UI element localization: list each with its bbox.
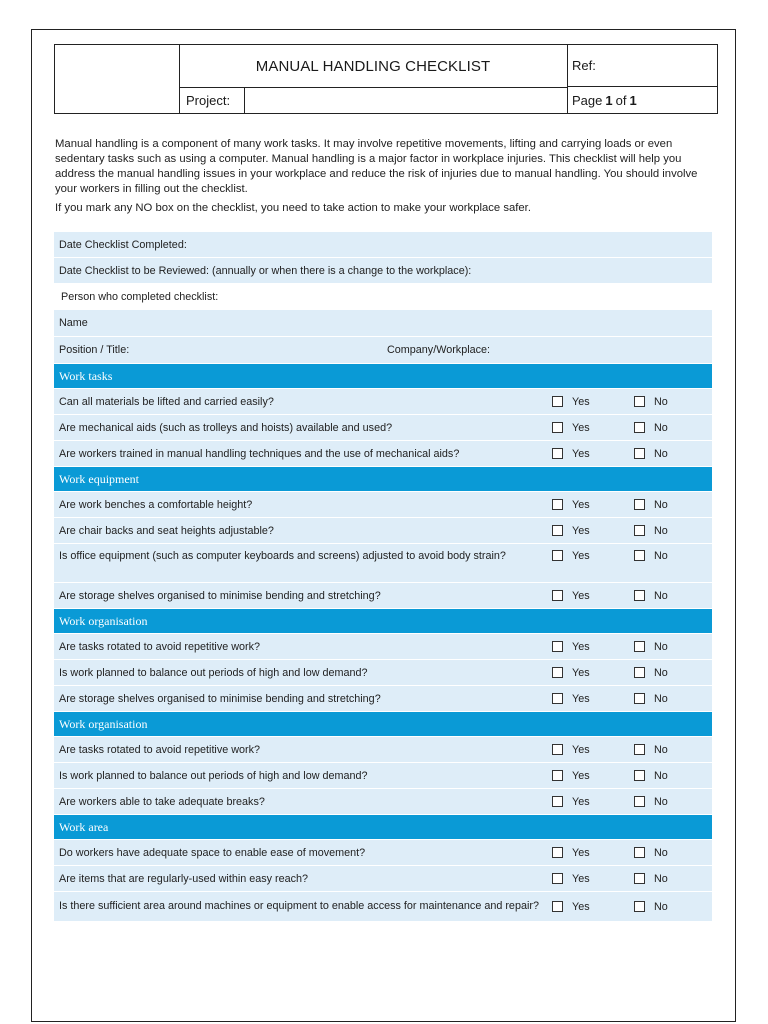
page-total: 1 <box>629 92 637 108</box>
yes-checkbox[interactable] <box>552 641 563 652</box>
no-label: No <box>654 872 668 885</box>
no-option[interactable] <box>634 389 668 414</box>
no-label: No <box>654 524 668 537</box>
yes-checkbox[interactable] <box>552 590 563 601</box>
document-title: MANUAL HANDLING CHECKLIST <box>179 45 568 88</box>
question-row <box>54 634 712 659</box>
checklist <box>54 232 712 922</box>
question-text: Is office equipment (such as computer keyboards and screens) adjusted to avoid body strain? <box>59 550 506 562</box>
yes-checkbox[interactable] <box>552 667 563 678</box>
yes-checkbox[interactable] <box>552 847 563 858</box>
no-option[interactable] <box>634 892 668 921</box>
no-option[interactable] <box>634 866 668 891</box>
position-row[interactable] <box>54 337 712 363</box>
no-label: No <box>654 692 668 705</box>
no-option[interactable] <box>634 544 668 588</box>
no-label: No <box>654 395 668 408</box>
yes-checkbox[interactable] <box>552 744 563 755</box>
question-text: Are chair backs and seat heights adjustable? <box>59 524 274 537</box>
yes-option[interactable] <box>552 660 590 685</box>
person-label: Person who completed checklist: <box>61 290 219 303</box>
yes-option[interactable] <box>552 789 590 814</box>
question-row <box>54 866 712 891</box>
no-option[interactable] <box>634 583 668 608</box>
no-checkbox[interactable] <box>634 641 645 652</box>
no-option[interactable] <box>634 763 668 788</box>
yes-label: Yes <box>572 550 590 562</box>
document-header <box>54 44 718 114</box>
name-label: Name <box>59 317 88 329</box>
no-checkbox[interactable] <box>634 847 645 858</box>
yes-checkbox[interactable] <box>552 448 563 459</box>
no-option[interactable] <box>634 415 668 440</box>
section-header: Work organisation <box>54 609 712 633</box>
yes-label: Yes <box>572 846 590 859</box>
no-label: No <box>654 447 668 460</box>
logo-cell <box>55 45 180 113</box>
no-option[interactable] <box>634 492 668 517</box>
question-text: Are work benches a comfortable height? <box>59 498 253 511</box>
no-checkbox[interactable] <box>634 901 645 912</box>
no-checkbox[interactable] <box>634 396 645 407</box>
question-row <box>54 389 712 414</box>
question-text: Is work planned to balance out periods of high and low demand? <box>59 666 368 679</box>
yes-label: Yes <box>572 692 590 705</box>
question-row <box>54 415 712 440</box>
page-number <box>567 87 717 113</box>
no-checkbox[interactable] <box>634 667 645 678</box>
question-text: Are workers able to take adequate breaks? <box>59 795 265 808</box>
intro-paragraph-1: Manual handling is a component of many work tasks. It may involve repetitive movements, lifting and carrying loads or even sedentary tasks such as using a computer. Manual handling is a major factor in workplace injuries. This checklist will help you address the manual handling issues in your workplace and reduce the risk of injuries due to manual handling. You should involve your workers in filling out the checklist. <box>55 138 698 195</box>
yes-option[interactable] <box>552 763 590 788</box>
no-checkbox[interactable] <box>634 525 645 536</box>
no-label: No <box>654 550 668 562</box>
question-row <box>54 686 712 711</box>
yes-option[interactable] <box>552 866 590 891</box>
company-label: Company/Workplace: <box>387 344 491 356</box>
yes-option[interactable] <box>552 518 590 543</box>
question-row <box>54 583 712 608</box>
yes-checkbox[interactable] <box>552 550 563 561</box>
no-checkbox[interactable] <box>634 422 645 433</box>
ref-label: Ref: <box>567 45 717 87</box>
no-label: No <box>654 743 668 756</box>
question-text: Can all materials be lifted and carried easily? <box>59 395 274 408</box>
no-option[interactable] <box>634 441 668 466</box>
yes-label: Yes <box>572 769 590 782</box>
yes-option[interactable] <box>552 686 590 711</box>
question-row <box>54 492 712 517</box>
question-text: Are workers trained in manual handling techniques and the use of mechanical aids? <box>59 447 460 460</box>
question-row <box>54 840 712 865</box>
no-option[interactable] <box>634 789 668 814</box>
no-checkbox[interactable] <box>634 499 645 510</box>
no-checkbox[interactable] <box>634 550 645 561</box>
person-row <box>54 284 712 309</box>
no-option[interactable] <box>634 737 668 762</box>
yes-option[interactable] <box>552 892 590 921</box>
yes-label: Yes <box>572 447 590 460</box>
yes-label: Yes <box>572 743 590 756</box>
no-checkbox[interactable] <box>634 448 645 459</box>
yes-label: Yes <box>572 795 590 808</box>
yes-option[interactable] <box>552 441 590 466</box>
no-label: No <box>654 769 668 782</box>
page-current: 1 <box>605 92 613 108</box>
yes-label: Yes <box>572 589 590 602</box>
no-label: No <box>654 421 668 434</box>
yes-label: Yes <box>572 640 590 653</box>
yes-label: Yes <box>572 666 590 679</box>
yes-label: Yes <box>572 498 590 511</box>
section-header: Work tasks <box>54 364 712 388</box>
question-row <box>54 892 712 921</box>
no-checkbox[interactable] <box>634 744 645 755</box>
date-reviewed-row[interactable] <box>54 258 712 283</box>
project-label: Project: <box>179 87 245 113</box>
yes-option[interactable] <box>552 544 590 588</box>
no-checkbox[interactable] <box>634 770 645 781</box>
question-row <box>54 441 712 466</box>
yes-checkbox[interactable] <box>552 693 563 704</box>
section-header: Work organisation <box>54 712 712 736</box>
question-text: Are tasks rotated to avoid repetitive work? <box>59 743 261 756</box>
no-label: No <box>654 498 668 511</box>
question-text: Are items that are regularly-used within easy reach? <box>59 872 309 885</box>
question-row <box>54 544 712 582</box>
question-text: Is there sufficient area around machines or equipment to enable access for maintenance and repair? <box>59 900 539 912</box>
yes-option[interactable] <box>552 634 590 659</box>
yes-label: Yes <box>572 524 590 537</box>
yes-label: Yes <box>572 872 590 885</box>
no-label: No <box>654 640 668 653</box>
name-row[interactable] <box>54 310 712 336</box>
question-row <box>54 737 712 762</box>
section-header: Work equipment <box>54 467 712 491</box>
no-label: No <box>654 846 668 859</box>
no-checkbox[interactable] <box>634 693 645 704</box>
question-text: Are storage shelves organised to minimise bending and stretching? <box>59 692 381 705</box>
question-text: Are storage shelves organised to minimise bending and stretching? <box>59 589 381 602</box>
no-option[interactable] <box>634 660 668 685</box>
no-checkbox[interactable] <box>634 796 645 807</box>
yes-option[interactable] <box>552 840 590 865</box>
date-completed-label: Date Checklist Completed: <box>59 238 187 251</box>
no-label: No <box>654 589 668 602</box>
yes-checkbox[interactable] <box>552 770 563 781</box>
yes-option[interactable] <box>552 737 590 762</box>
no-label: No <box>654 900 668 913</box>
question-text: Are tasks rotated to avoid repetitive work? <box>59 640 261 653</box>
date-reviewed-label: Date Checklist to be Reviewed: (annually or when there is a change to the workplace): <box>59 264 472 277</box>
intro-text <box>55 137 717 220</box>
yes-checkbox[interactable] <box>552 499 563 510</box>
page-of: of <box>615 92 627 108</box>
no-checkbox[interactable] <box>634 873 645 884</box>
page-prefix: Page <box>572 92 603 108</box>
question-text: Do workers have adequate space to enable ease of movement? <box>59 846 366 859</box>
project-field[interactable] <box>245 87 568 113</box>
date-completed-row[interactable] <box>54 232 712 257</box>
yes-checkbox[interactable] <box>552 422 563 433</box>
question-text: Are mechanical aids (such as trolleys and hoists) available and used? <box>59 421 393 434</box>
yes-option[interactable] <box>552 415 590 440</box>
question-row <box>54 789 712 814</box>
no-option[interactable] <box>634 840 668 865</box>
yes-option[interactable] <box>552 583 590 608</box>
no-option[interactable] <box>634 686 668 711</box>
yes-checkbox[interactable] <box>552 525 563 536</box>
yes-label: Yes <box>572 421 590 434</box>
no-option[interactable] <box>634 518 668 543</box>
yes-option[interactable] <box>552 389 590 414</box>
question-row <box>54 660 712 685</box>
yes-checkbox[interactable] <box>552 873 563 884</box>
question-text: Is work planned to balance out periods of high and low demand? <box>59 769 368 782</box>
no-option[interactable] <box>634 634 668 659</box>
section-header: Work area <box>54 815 712 839</box>
no-checkbox[interactable] <box>634 590 645 601</box>
position-label: Position / Title: <box>59 344 130 356</box>
no-label: No <box>654 666 668 679</box>
yes-label: Yes <box>572 900 590 913</box>
yes-label: Yes <box>572 395 590 408</box>
yes-checkbox[interactable] <box>552 796 563 807</box>
question-row <box>54 518 712 543</box>
intro-paragraph-2: If you mark any NO box on the checklist, you need to take action to make your workplace safer. <box>55 202 531 214</box>
yes-checkbox[interactable] <box>552 901 563 912</box>
yes-option[interactable] <box>552 492 590 517</box>
yes-checkbox[interactable] <box>552 396 563 407</box>
question-row <box>54 763 712 788</box>
no-label: No <box>654 795 668 808</box>
